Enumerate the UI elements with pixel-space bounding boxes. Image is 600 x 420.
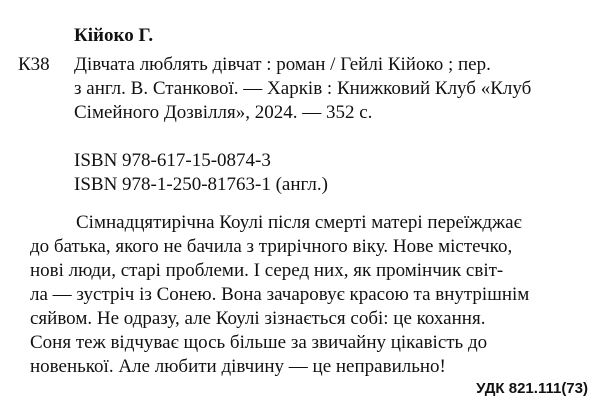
annotation-paragraph bbox=[30, 211, 592, 379]
bibliographic-line: Дівчата люблять дівчат : роман / Гейлі Кійоко ; пер. bbox=[74, 54, 491, 75]
annotation-line: новенької. Але любити дівчину — це неправильно! bbox=[30, 356, 446, 377]
annotation-line: Сімнадцятирічна Коулі після смерті матері переїжджає bbox=[76, 212, 522, 233]
annotation-line: Соня теж відчуває щось більше за звичайну цікавість до bbox=[30, 332, 488, 353]
bibliographic-description bbox=[74, 53, 594, 125]
author-heading: Кійоко Г. bbox=[74, 25, 154, 46]
isbn-line: ISBN 978-1-250-81763-1 (англ.) bbox=[74, 174, 328, 195]
bibliographic-line: Сімейного Дозвілля», 2024. — 352 с. bbox=[74, 102, 373, 123]
isbn-line: ISBN 978-617-15-0874-3 bbox=[74, 150, 271, 171]
annotation-line: ла — зустріч із Сонею. Вона зачаровує красою та внутрішнім bbox=[30, 284, 530, 305]
annotation-line: до батька, якого не бачила з трирічного віку. Нове містечко, bbox=[30, 236, 513, 257]
isbn-block bbox=[74, 149, 328, 197]
udk-code: УДК 821.111(73) bbox=[476, 380, 588, 397]
annotation-line: нові люди, старі проблеми. І серед них, як промінчик світ- bbox=[30, 260, 504, 281]
annotation-line: сяйвом. Не одразу, але Коулі зізнається собі: це кохання. bbox=[30, 308, 486, 329]
bibliographic-line: з англ. В. Станкової. — Харків : Книжковий Клуб «Клуб bbox=[74, 78, 532, 99]
catalog-code: К38 bbox=[18, 54, 50, 75]
